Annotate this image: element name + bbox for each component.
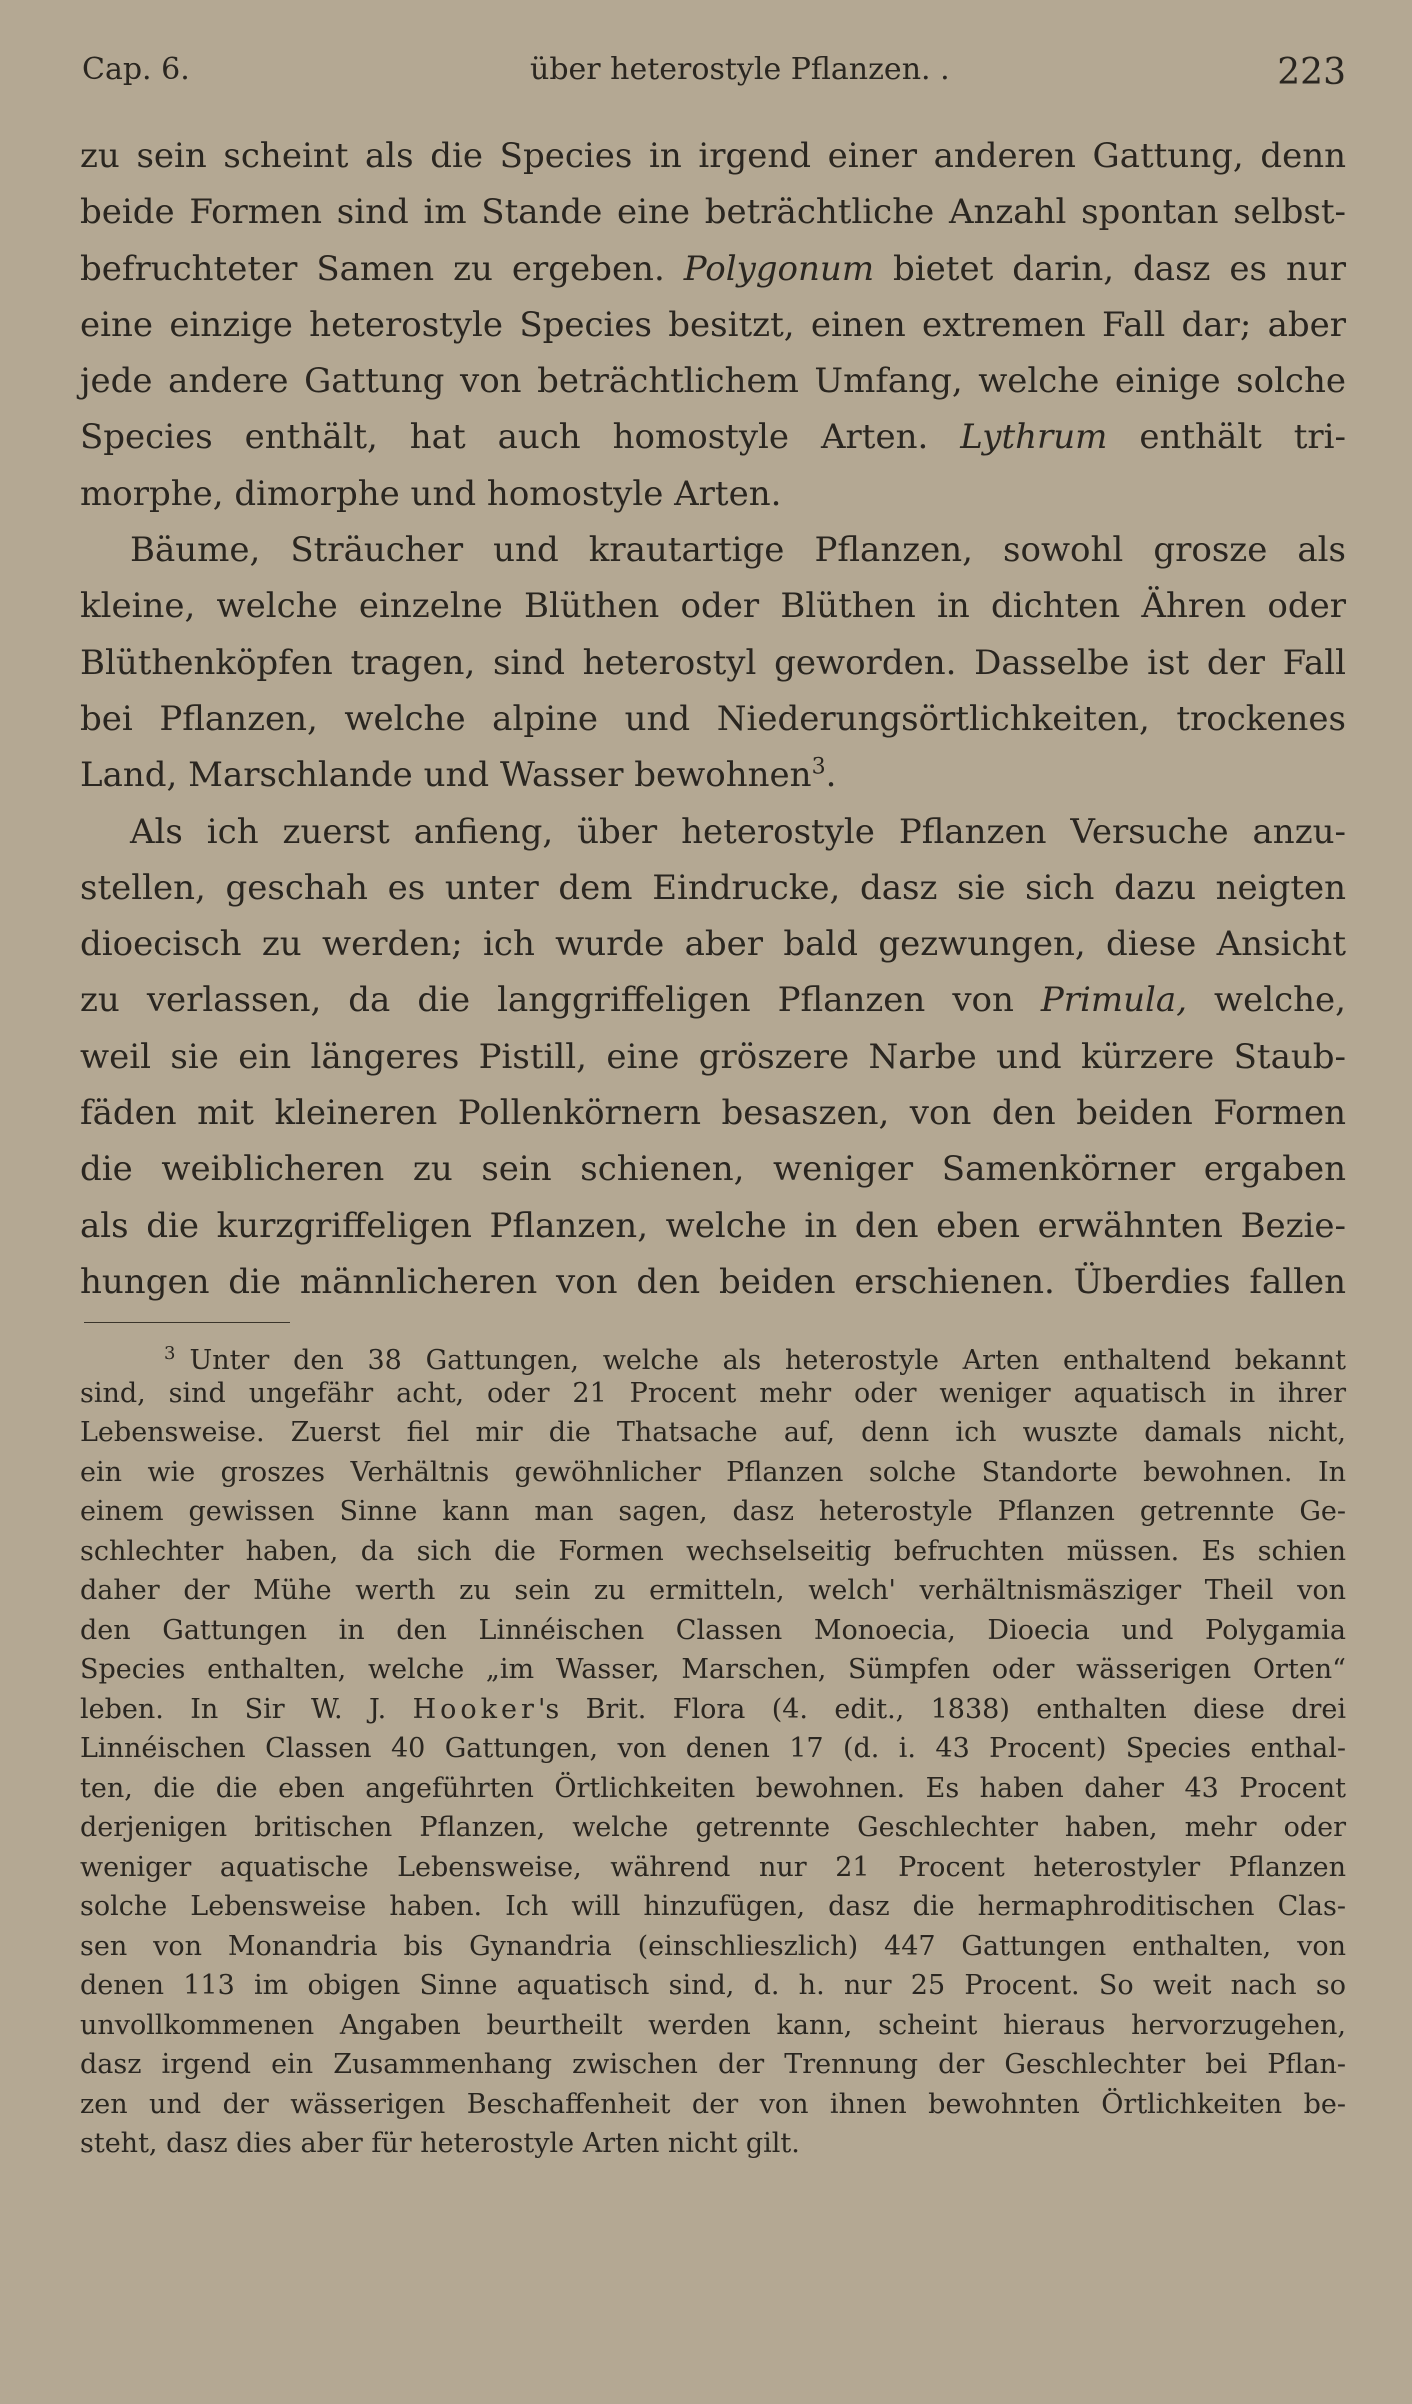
text-line: als die kurzgriffeligen Pflanzen, welche in den eben erwähnten Bezie-	[80, 1205, 1346, 1246]
footnote-line: sind, sind ungefähr acht, oder 21 Procent mehr oder weniger aquatisch in ihrer	[80, 1377, 1346, 1409]
footnote-line: solche Lebensweise haben. Ich will hinzufügen, dasz die hermaphroditischen Clas-	[80, 1891, 1346, 1922]
footnote-line: zen und der wässerigen Beschaffenheit der von ihnen bewohnten Örtlichkeiten be-	[80, 2088, 1346, 2120]
text-line: befruchteter Samen zu ergeben. Polygonum bietet darin, dasz es nur	[80, 248, 1346, 289]
text-line: Species enthält, hat auch homostyle Arten. Lythrum enthält tri-	[80, 417, 1346, 458]
footnote-line: steht, dasz dies aber für heterostyle Arten nicht gilt.	[80, 2128, 800, 2159]
footnote-line: Species enthalten, welche „im Wasser, Marschen, Sümpfen oder wässerigen Orten“	[80, 1654, 1346, 1685]
text-line: die weiblicheren zu sein schienen, weniger Samenkörner ergaben	[80, 1149, 1346, 1190]
genus-name: Polygonum	[683, 248, 875, 289]
footnote-line: Linnéischen Classen 40 Gattungen, von denen 17 (d. i. 43 Procent) Species enthal-	[80, 1733, 1346, 1764]
genus-name: Lythrum	[960, 417, 1108, 458]
text-line: eine einzige heterostyle Species besitzt, einen extremen Fall dar; aber	[80, 304, 1346, 345]
main-text	[80, 128, 1346, 1310]
text-line: weil sie ein längeres Pistill, eine gröszere Narbe und kürzere Staub-	[80, 1036, 1346, 1077]
text-line: fäden mit kleineren Pollenkörnern besaszen, von den beiden Formen	[80, 1093, 1346, 1134]
text-line: Als ich zuerst anfieng, über heterostyle Pflanzen Versuche anzu-	[130, 811, 1346, 852]
footnote-reference: 3	[811, 754, 826, 780]
footnote-line: weniger aquatische Lebensweise, während nur 21 Procent heterostyler Pflanzen	[80, 1851, 1346, 1883]
running-title: über heterostyle Pflanzen. .	[530, 52, 950, 87]
chapter-label: Cap. 6.	[82, 52, 190, 87]
footnote-marker: 3	[164, 1343, 176, 1364]
text-line: zu sein scheint als die Species in irgend einer anderen Gattung, denn	[80, 136, 1346, 176]
text-line: beide Formen sind im Stande eine beträchtliche Anzahl spontan selbst-	[80, 192, 1346, 233]
footnote-line: denen 113 im obigen Sinne aquatisch sind, d. h. nur 25 Procent. So weit nach so	[80, 1970, 1346, 2001]
footnote-line: ten, die die eben angeführten Örtlichkeiten bewohnen. Es haben daher 43 Procent	[80, 1772, 1346, 1804]
text-line: Blüthenköpfen tragen, sind heterostyl geworden. Dasselbe ist der Fall	[80, 642, 1346, 683]
footnote-line: daher der Mühe werth zu sein zu ermitteln, welch' verhältnismäsziger Theil von	[80, 1575, 1346, 1606]
text-line: Land, Marschlande und Wasser bewohnen$^3$.	[80, 754, 837, 796]
author-name: Hooker	[412, 1693, 538, 1725]
footnote-line: $^3$ Unter den 38 Gattungen, welche als heterostyle Arten enthaltend bekannt	[164, 1343, 1346, 1376]
text-line: bei Pflanzen, welche alpine und Niederungsörtlichkeiten, trockenes	[80, 698, 1346, 739]
page-number: 223	[1277, 52, 1346, 93]
footnote-line: derjenigen britischen Pflanzen, welche getrennte Geschlechter haben, mehr oder	[80, 1812, 1346, 1843]
text-line: Bäume, Sträucher und krautartige Pflanzen, sowohl grosze als	[130, 530, 1346, 571]
text-line: hungen die männlicheren von den beiden erschienen. Überdies fallen	[80, 1261, 1346, 1302]
footnote-line: dasz irgend ein Zusammenhang zwischen der Trennung der Geschlechter bei Pflan-	[80, 2049, 1346, 2080]
text-line: morphe, dimorphe und homostyle Arten.	[80, 473, 782, 514]
footnote	[80, 1334, 1346, 2164]
footnote-divider	[84, 1322, 290, 1323]
footnote-line: unvollkommenen Angaben beurtheilt werden kann, scheint hieraus hervorzugehen,	[80, 2009, 1346, 2041]
footnote-line: ein wie groszes Verhältnis gewöhnlicher Pflanzen solche Standorte bewohnen. In	[80, 1456, 1346, 1488]
footnote-line: einem gewissen Sinne kann man sagen, dasz heterostyle Pflanzen getrennte Ge-	[80, 1496, 1346, 1527]
footnote-line: leben. In Sir W. J. Hooker's Brit. Flora (4. edit., 1838) enthalten diese drei	[80, 1693, 1347, 1725]
text-line: kleine, welche einzelne Blüthen oder Blüthen in dichten Ähren oder	[80, 586, 1346, 627]
text-line: jede andere Gattung von beträchtlichem Umfang, welche einige solche	[80, 361, 1346, 402]
footnote-line: den Gattungen in den Linnéischen Classen Monoecia, Dioecia und Polygamia	[80, 1614, 1346, 1646]
footnote-line: sen von Monandria bis Gynandria (einschlieszlich) 447 Gattungen enthalten, von	[80, 1930, 1346, 1962]
text-line: stellen, geschah es unter dem Eindrucke, dasz sie sich dazu neigten	[80, 867, 1346, 908]
running-header	[82, 52, 1346, 102]
footnote-line: schlechter haben, da sich die Formen wechselseitig befruchten müssen. Es schien	[80, 1535, 1346, 1567]
footnote-line: Lebensweise. Zuerst fiel mir die Thatsache auf, denn ich wuszte damals nicht,	[80, 1417, 1346, 1448]
genus-name: Primula,	[1040, 980, 1187, 1021]
text-line: dioecisch zu werden; ich wurde aber bald gezwungen, diese Ansicht	[80, 924, 1346, 965]
text-line: zu verlassen, da die langgriffeligen Pflanzen von Primula, welche,	[80, 980, 1346, 1021]
